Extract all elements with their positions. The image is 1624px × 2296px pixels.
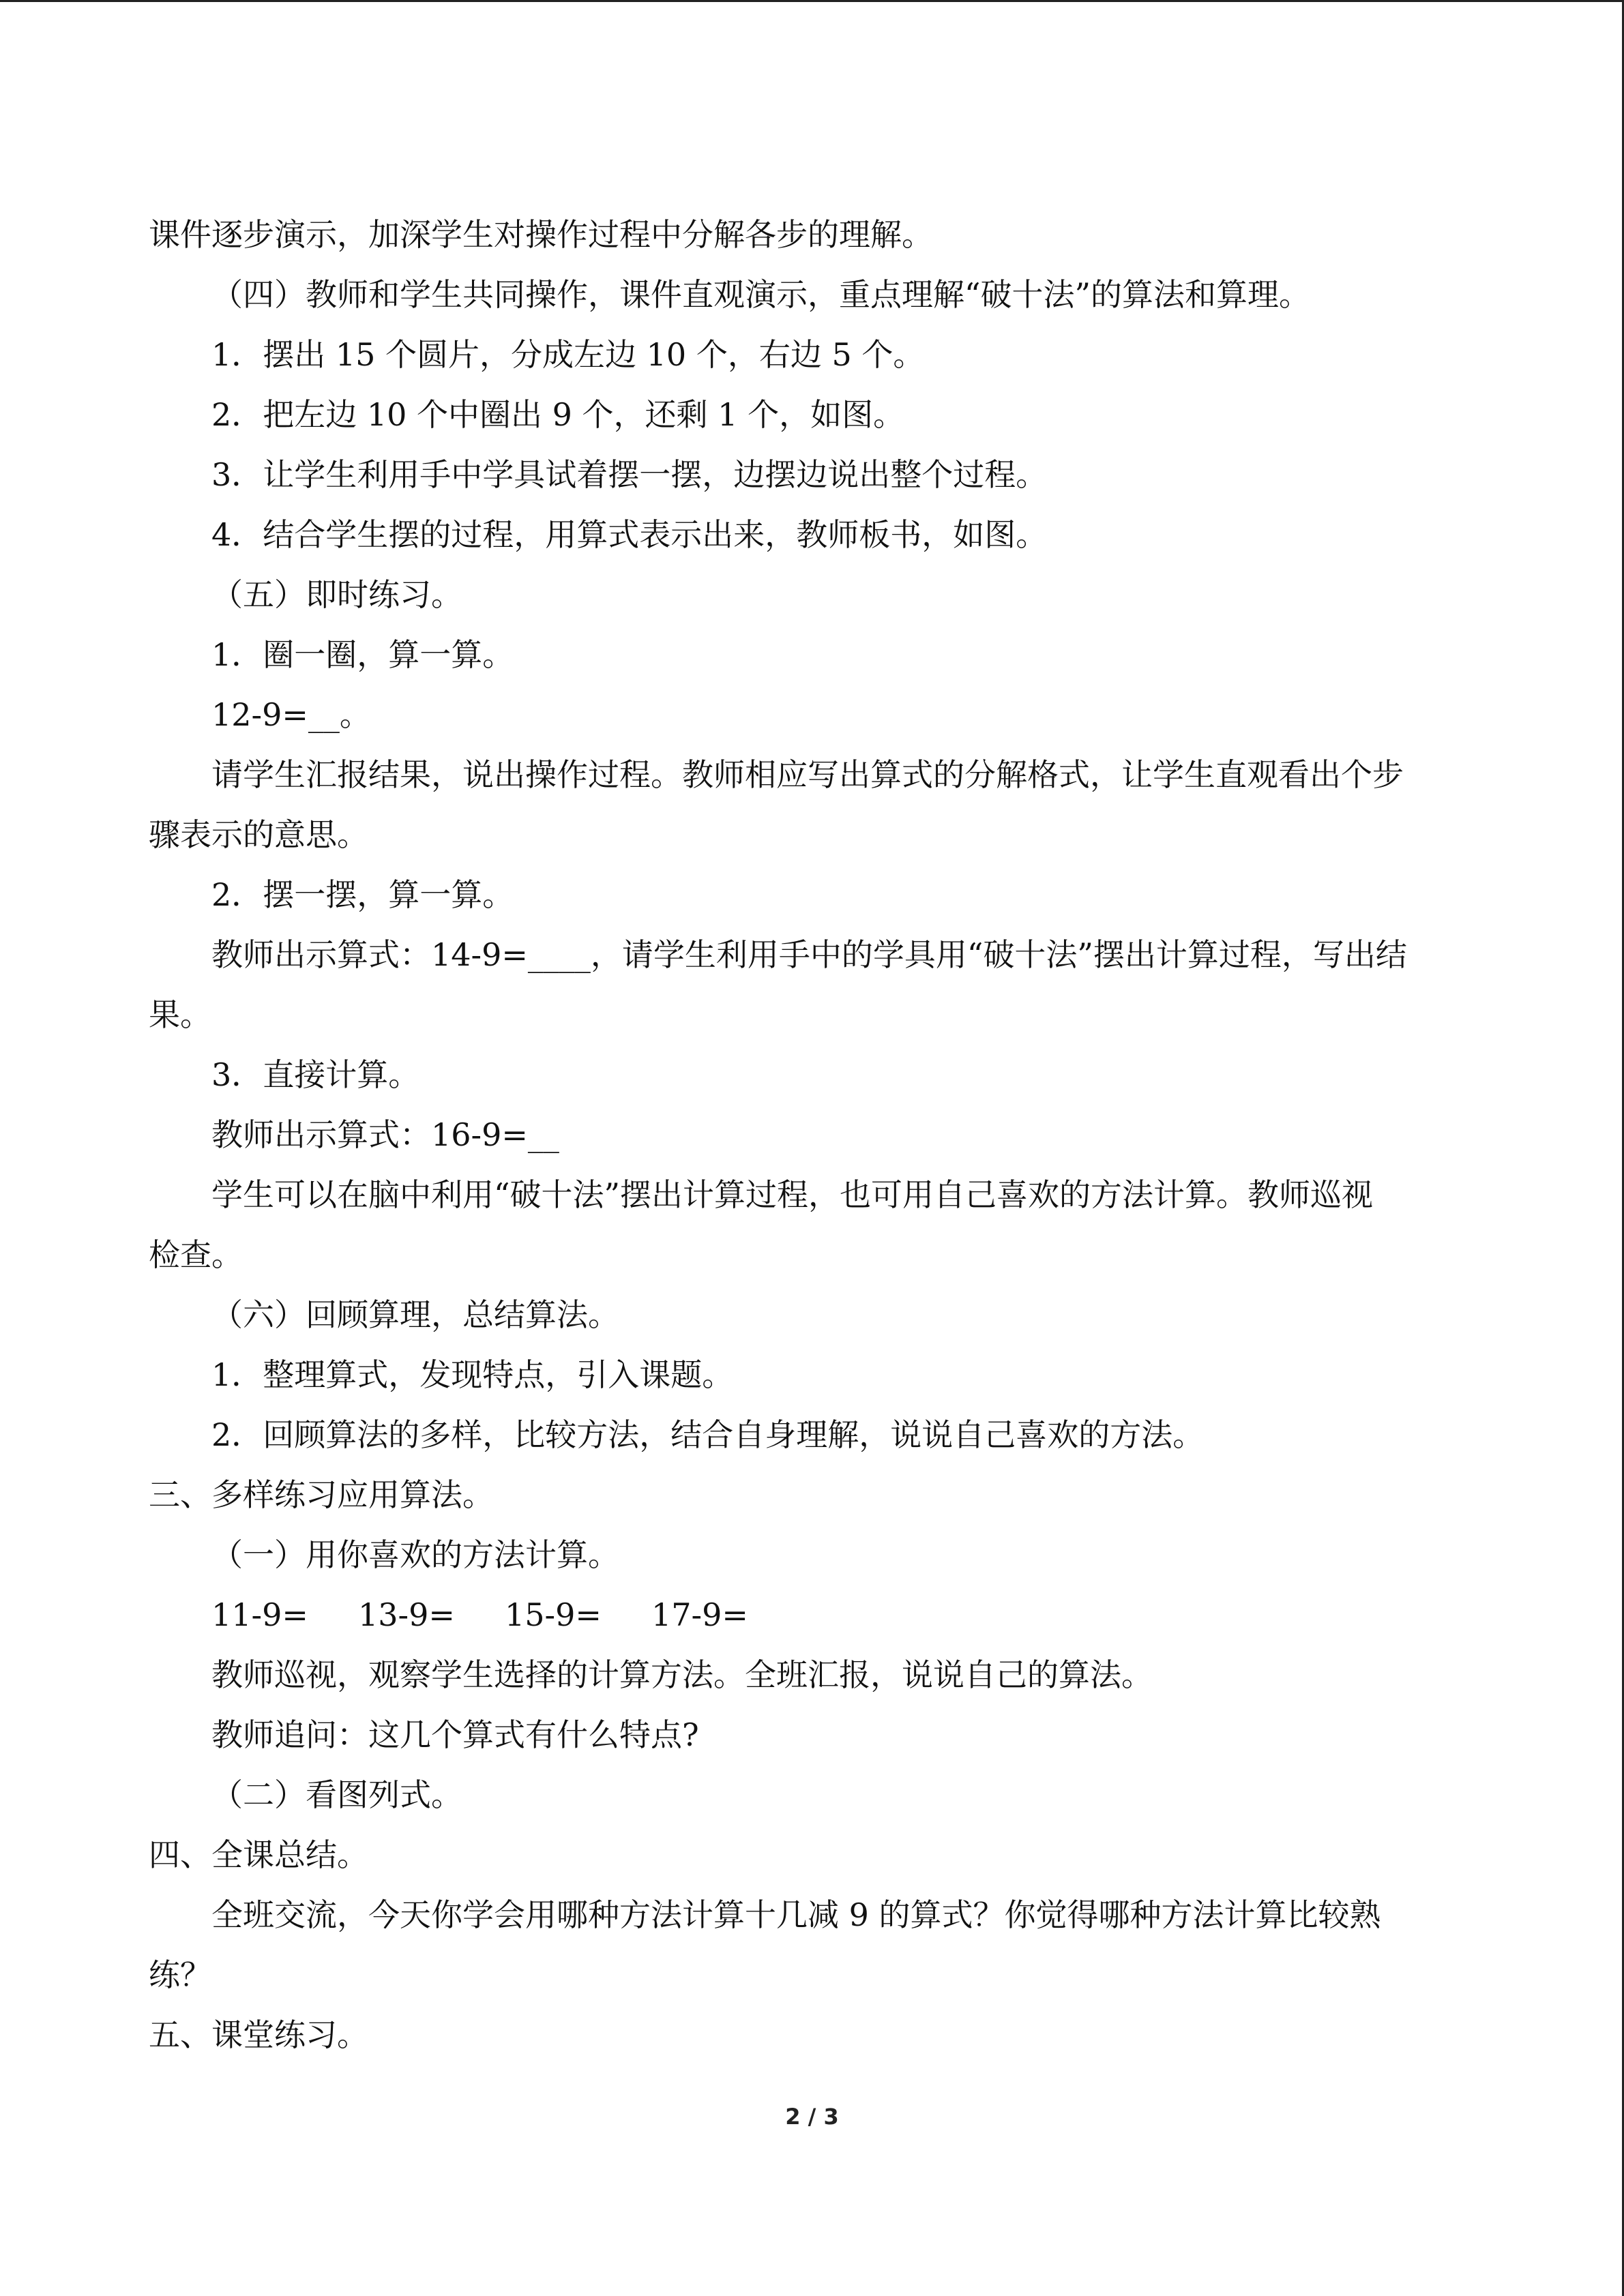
paragraph-27: （二）看图列式。 bbox=[211, 1776, 462, 1813]
paragraph-17: 学生可以在脑中利用“破十法”摆出计算过程，也可用自己喜欢的方法计算。教师巡视 bbox=[211, 1176, 1374, 1213]
page-number: 2 / 3 bbox=[785, 2104, 839, 2130]
paragraph-5: 3．让学生利用手中学具试着摆一摆，边摆边说出整个过程。 bbox=[211, 456, 1048, 493]
paragraph-19: （六）回顾算理，总结算法。 bbox=[211, 1296, 619, 1333]
paragraph-8: 1．圈一圈，算一算。 bbox=[211, 636, 514, 673]
section-heading-3: 三、多样练习应用算法。 bbox=[149, 1476, 494, 1513]
page-border-top bbox=[0, 0, 1624, 2]
exercise-list: 11-9= 13-9= 15-9= 17-9= bbox=[211, 1596, 748, 1633]
paragraph-26: 教师追问：这几个算式有什么特点? bbox=[211, 1716, 699, 1753]
paragraph-18: 检查。 bbox=[149, 1236, 243, 1273]
paragraph-6: 4．结合学生摆的过程，用算式表示出来，教师板书，如图。 bbox=[211, 516, 1048, 553]
section-heading-5: 五、课堂练习。 bbox=[149, 2016, 368, 2053]
paragraph-21: 2．回顾算法的多样，比较方法，结合自身理解，说说自己喜欢的方法。 bbox=[211, 1416, 1205, 1453]
paragraph-1: 课件逐步演示，加深学生对操作过程中分解各步的理解。 bbox=[149, 216, 933, 253]
section-heading-4: 四、全课总结。 bbox=[149, 1836, 368, 1873]
paragraph-30: 练？ bbox=[149, 1956, 211, 1993]
paragraph-13: 教师出示算式：14-9=____，请学生利用手中的学具用“破十法”摆出计算过程，写出结 bbox=[211, 936, 1407, 973]
paragraph-14: 果。 bbox=[149, 996, 211, 1033]
paragraph-29: 全班交流，今天你学会用哪种方法计算十几减 9 的算式？你觉得哪种方法计算比较熟 bbox=[211, 1896, 1381, 1933]
paragraph-25: 教师巡视，观察学生选择的计算方法。全班汇报，说说自己的算法。 bbox=[211, 1656, 1153, 1693]
paragraph-7: （五）即时练习。 bbox=[211, 576, 462, 613]
paragraph-11: 骤表示的意思。 bbox=[149, 816, 368, 853]
paragraph-16: 教师出示算式：16-9=__ bbox=[211, 1116, 559, 1153]
paragraph-23: （一）用你喜欢的方法计算。 bbox=[211, 1536, 619, 1573]
paragraph-4: 2．把左边 10 个中圈出 9 个，还剩 1 个，如图。 bbox=[211, 396, 905, 433]
document-body bbox=[149, 205, 1475, 2065]
paragraph-20: 1．整理算式，发现特点，引入课题。 bbox=[211, 1356, 734, 1393]
paragraph-12: 2．摆一摆，算一算。 bbox=[211, 876, 514, 913]
paragraph-9: 12-9=__。 bbox=[211, 696, 371, 733]
paragraph-10: 请学生汇报结果，说出操作过程。教师相应写出算式的分解格式，让学生直观看出个步 bbox=[211, 756, 1404, 793]
paragraph-15: 3．直接计算。 bbox=[211, 1056, 420, 1093]
paragraph-3: 1．摆出 15 个圆片，分成左边 10 个，右边 5 个。 bbox=[211, 336, 925, 373]
paragraph-2: （四）教师和学生共同操作，课件直观演示，重点理解“破十法”的算法和算理。 bbox=[211, 276, 1311, 313]
